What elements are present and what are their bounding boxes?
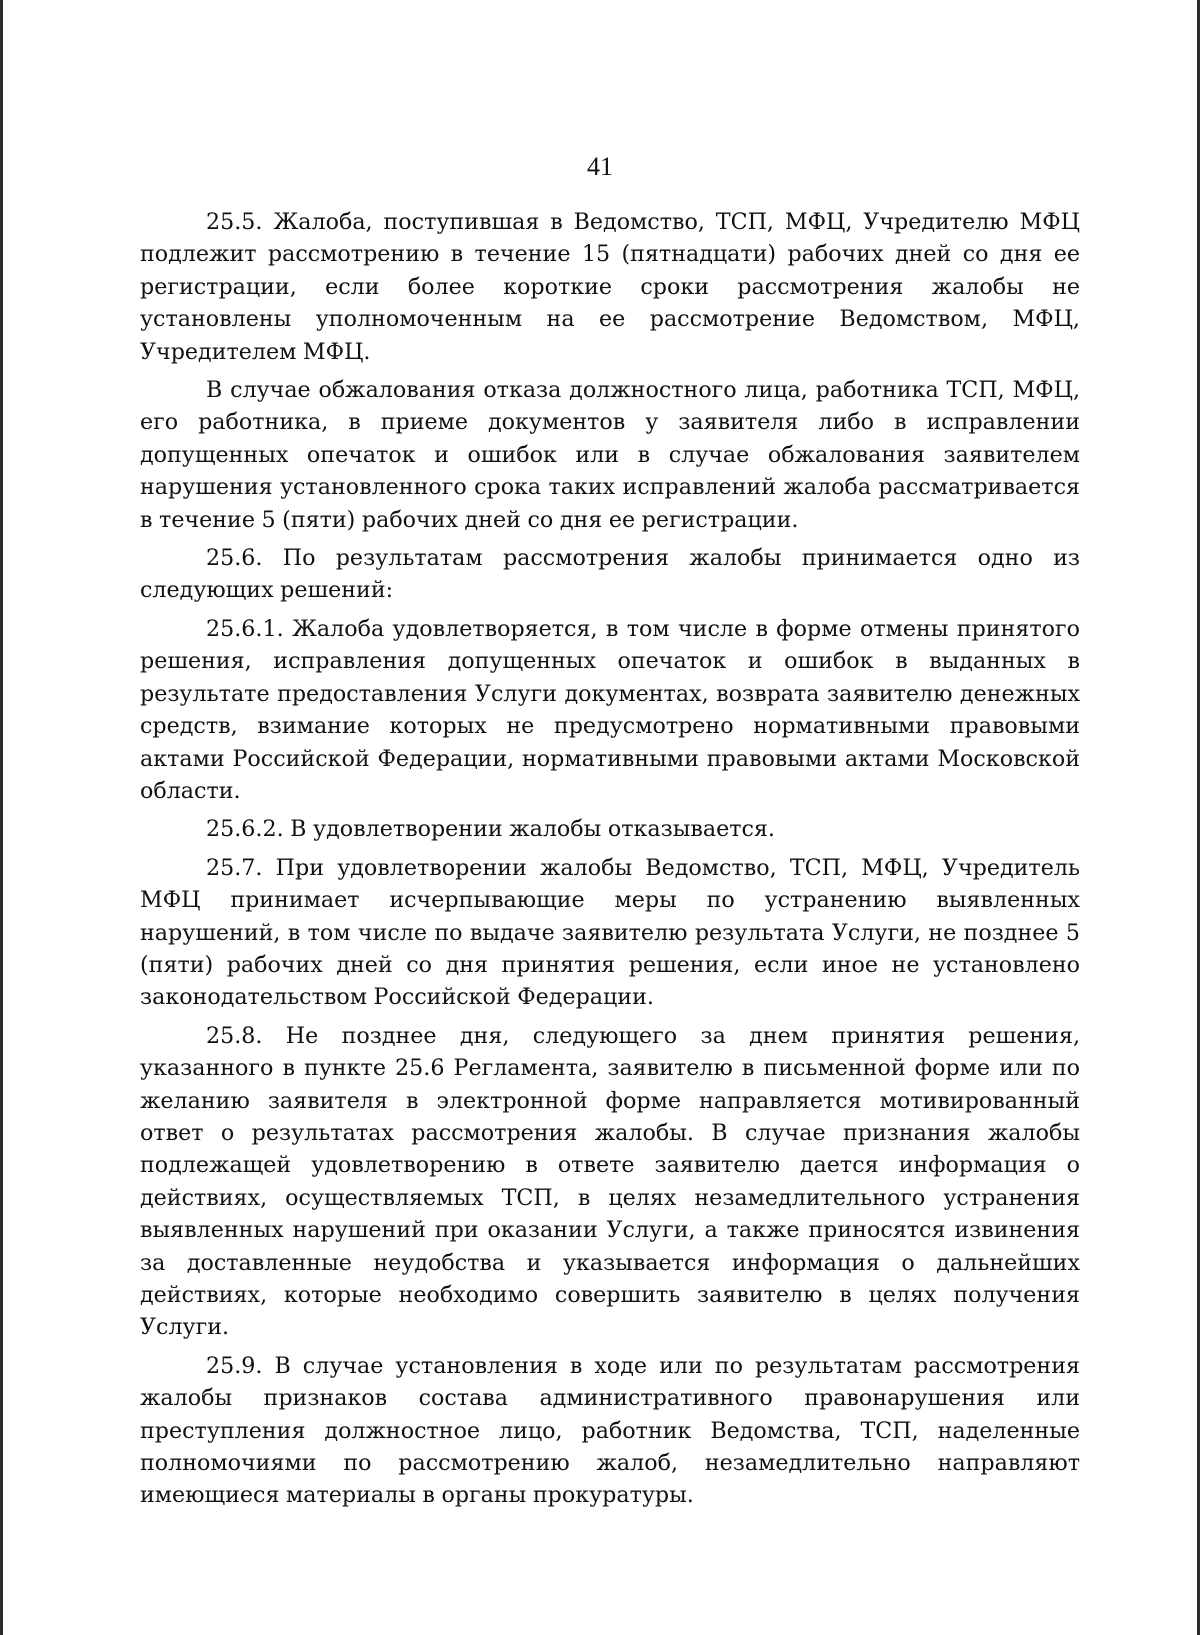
page-number: 41 bbox=[587, 152, 613, 181]
scan-edge-left bbox=[0, 0, 3, 1635]
paragraph-25-8: 25.8. Не позднее дня, следующего за днем принятия решения, указанного в пункте 25.6 Регламента, заявителю в письменной форме или по желанию заявителя в электронной форме направляется мотивированный ответ о результатах рассмотрения жалобы. В случае признания жалобы подлежащей удовлетворению в ответе заявителю дается информация о действиях, осуществляемых ТСП, в целях незамедлительного устранения выявленных нарушений при оказании Услуги, а также приносятся извинения за доставленные неудобства и указывается информация о дальнейших действиях, которые необходимо совершить заявителю в целях получения Услуги. bbox=[140, 1022, 1080, 1341]
paragraph-appeal-refusal: В случае обжалования отказа должностного лица, работника ТСП, МФЦ, его работника, в приеме документов у заявителя либо в исправлении допущенных опечаток и ошибок или в случае обжалования заявителем нарушения установленного срока таких исправлений жалоба рассматривается в течение 5 (пяти) рабочих дней со дня ее регистрации. bbox=[140, 377, 1080, 533]
paragraph-25-5: 25.5. Жалоба, поступившая в Ведомство, ТСП, МФЦ, Учредителю МФЦ подлежит рассмотрению в течение 15 (пятнадцати) рабочих дней со дня ее регистрации, если более короткие сроки рассмотрения жалобы не установлены уполномоченным на ее рассмотрение Ведомством, МФЦ, Учредителем МФЦ. bbox=[140, 209, 1080, 365]
paragraph-25-6-2: 25.6.2. В удовлетворении жалобы отказывается. bbox=[206, 816, 775, 843]
paragraph-25-9: 25.9. В случае установления в ходе или по результатам рассмотрения жалобы признаков состава административного правонарушения или преступления должностное лицо, работник Ведомства, ТСП, наделенные полномочиями по рассмотрению жалоб, незамедлительно направляют имеющиеся материалы в органы прокуратуры. bbox=[140, 1352, 1080, 1509]
document-body bbox=[140, 206, 1080, 1512]
paragraph-25-6-1: 25.6.1. Жалоба удовлетворяется, в том числе в форме отмены принятого решения, исправления допущенных опечаток и ошибок в выданных в результате предоставления Услуги документах, возврата заявителю денежных средств, взимание которых не предусмотрено нормативными правовыми актами Российской Федерации, нормативными правовыми актами Московской области. bbox=[140, 615, 1080, 804]
paragraph-25-6: 25.6. По результатам рассмотрения жалобы принимается одно из следующих решений: bbox=[140, 545, 1080, 604]
paragraph-25-7: 25.7. При удовлетворении жалобы Ведомство, ТСП, МФЦ, Учредитель МФЦ принимает исчерпывающие меры по устранению выявленных нарушений, в том числе по выдаче заявителю результата Услуги, не позднее 5 (пяти) рабочих дней со дня принятия решения, если иное не установлено законодательством Российской Федерации. bbox=[140, 854, 1080, 1011]
